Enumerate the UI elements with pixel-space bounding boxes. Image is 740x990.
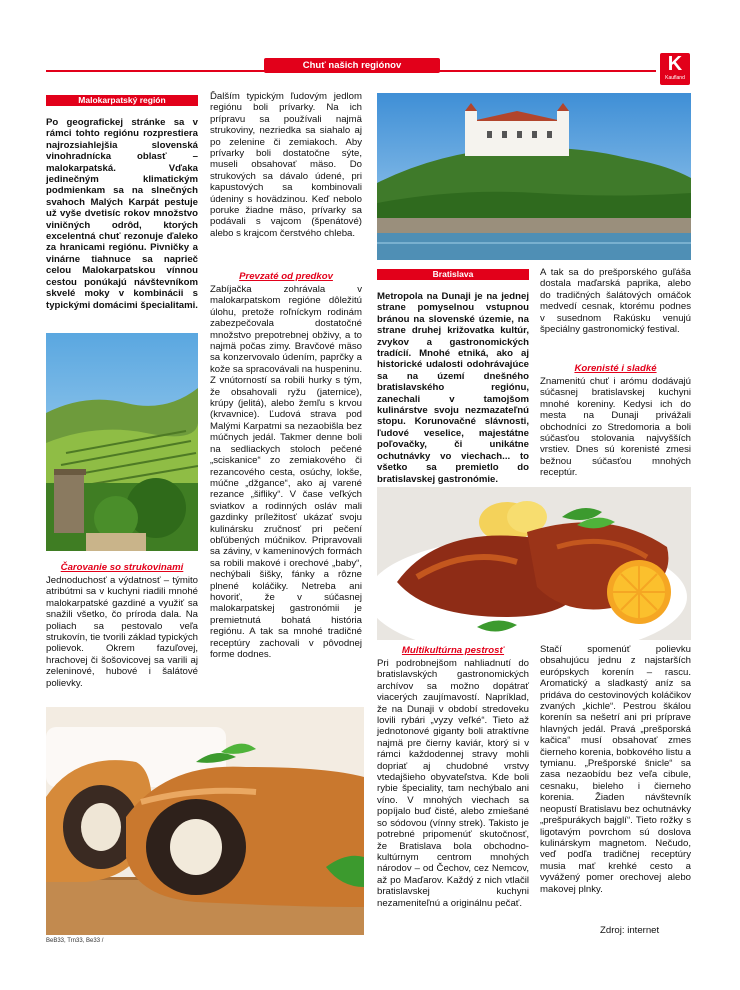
col3-body: Pri podrobnejšom nahliadnutí do bratislavských gastronomických archívov sa možno dopátrať viacerých zaujímavostí. Napríklad, že na Dunaji v období stredoveku lovili rybári „vyzy veľké“. Tieto až jednotonové giganty boli atraktívne najmä pre čierny kaviár, ktorý si v rámci každodennej stravy mohli dopriať aj chudobné vrstvy vtedajšieho obyvateľstva. Kde boli rybie špeciality, tam nechýbalo ani víno. V mnohých viechach sa popíjalo buď čisté, alebo zmiešané so sódovou (vínny strek). Takisto je potrebné pripomenúť skutočnosť, že Bratislava bola obchodno-kultúrnym centrom mnohých národov – od Čechov, cez Nemcov, až po Maďarov. Každý z nich vtlačil bratislavskej kuchyni nezameniteľnú a originálnu pečať. <box>377 658 529 909</box>
logo-name: Kaufland <box>665 75 685 81</box>
col4-body-2: Stačí spomenúť polievku obsahujúcu jednu z najstarších európskych korenín – rascu. Aromatický a sladkastý aníz sa pridáva do cestovinových koláčikov zvaných „kichle“. Pestrou škálou korenín sa nešetrí ani pri príprave hlavných jedál. Pravá „prešporská kačica“ musí obsahovať zmes čierneho korenia, bobkového listu a tymianu. „Prešporské šnicle“ sa zasa nezaobídu bez veľa cibule, cesnaku, bieleho i čierneho korenia. Žiaden návštevník neopustí Bratislavu bez ochutnávky „prešpurákych bajglí“. Tieto rožky s ligotavým povrchom sú doslova kulinárskym magnetom. Nečudo, veď podľa tradičnej receptúry musia mať krehké cesto a vyvážený pomer orechovej alebo makovej plnky. <box>540 644 691 895</box>
section-title: Chuť našich regiónov <box>264 58 440 73</box>
col4-subhead: Korenisté i sladké <box>574 363 657 374</box>
section-label-bratislava: Bratislava <box>377 269 529 280</box>
footer-edition-code: BeB33, Trn33, Be33 / <box>46 938 104 944</box>
col2-top: Ďalším typickým ľudovým jedlom regiónu boli prívarky. Na ich prípravu sa používali najmä strukoviny, nezriedka sa siahalo aj po zelenine či zemiakoch. Aby prívarky boli dostatočne sýte, museli obsahovať mäso. Do strukových sa dávalo údené, pri kapustových sa kombinovali údeniny s hovädzinou. Keď nebolo poruke žiadne mäso, prívarky sa podávali s vajcom (špenátové) alebo s krajcom čerstvého chleba. <box>210 91 362 239</box>
section-label-malokarpatsky: Malokarpatský región <box>46 95 198 106</box>
kaufland-logo <box>660 53 690 85</box>
strudel-photo <box>46 707 364 935</box>
bratislava-castle-photo <box>377 93 691 260</box>
col1-subhead: Čarovanie so strukovinami <box>60 562 184 573</box>
roast-duck-photo <box>377 487 691 640</box>
col3-subhead: Multikultúrna pestrosť <box>401 645 505 656</box>
col2-subhead: Prevzaté od predkov <box>239 271 333 282</box>
col1-intro: Po geografickej stránke sa v rámci tohto regiónu rozprestiera najrozsiahlejšia slovenská vinohradnícka oblasť – malokarpatská. Vďaka jedinečným klimatickým podmienkam sa na slnečných svahoch Malých Karpát pestuje už vyše dvetisíc rokov množstvo viničných odrôd, ktorých excelentná chuť rezonuje ďaleko za hranicami regiónu. Pivničky a vinárne tiahnuce sa naprieč celou Malokarpatskou vínnou cestou ponúkajú návštevníkom skvelé moky v kombinácii s typickými domácimi špecialitami. <box>46 117 198 311</box>
col2-body: Zabíjačka zohrávala v malokarpatskom regióne dôležitú úlohu, pretože roľníckym rodinám zabezpečovala dostatočné množstvo prepotrebnej obživy, a to najmä počas zimy. Bravčové mäso sa konzervovalo údením, paprčky a kože sa spracovávali na huspeninu. Z vnútorností sa robili hurky s tým, že obsahovali ryžu (jaternice), krúpy (jelitá), alebo žemľu s krvou (krvavnice). Ľudová strava pod Malými Karpatmi sa nezaobišla bez múčnych jedál. Takmer denne boli na sedliackych stoloch pečené „sciskanice“ zo zemiakového či rezancového cesta, osúchy, lokše, múčne „džgance“, ako aj varené rezance „šifliky“. V čase veľkých sviatkov a rodinných osláv mali gazdinky príležitosť ukázať svoju kulinársku zručnosť pri pečení obľúbených múčnikov. Pripravovali sa záviny, v kameninových formách sa robili makové i orechové „baby“, nechýbali šišky, fánky a rôzne plnené koláčiky. Netreba ani hovoriť, že v súčasnej malokarpatskej gastronómii je premietnutá bohatá história regiónu. A tak sa mnohé tradičné receptúry zachovali v pôvodnej forme dodnes. <box>210 284 362 660</box>
col3-intro: Metropola na Dunaji je na jednej strane pomyselnou vstupnou bránou na slovenské územie, na strane druhej križovatka kultúr, zvykov a gastronomických tradícií. Mnohé etniká, ako aj historické udalosti odohrávajúce sa na území dnešného bratislavského regiónu, zanechali v tamojšom kulinárstve svoju nezmazateľnú stopu. Korunovačné slávnosti, ľudové veselice, majestátne poľovačky, či unikátne ochutnávky vo viechach... to všetko sa premietlo do bratislavskej gastronómie. <box>377 291 529 485</box>
vineyard-photo <box>46 333 198 551</box>
col1-body: Jednoduchosť a výdatnosť – týmito atribútmi sa v kuchyni riadili mnohé malokarpatské gazdiné a využiť sa snažili všetko, čo príroda dala. Na poliach sa pestovalo veľa strukovín, tie tvorili základ typických polievok. Okrem fazuľovej, hrachovej či šošovicovej sa varili aj zeleninové, hubové i šalátové polievky. <box>46 575 198 689</box>
source-credit: Zdroj: internet <box>600 925 660 936</box>
vineyard-illustration <box>46 333 198 551</box>
castle-illustration <box>377 93 691 260</box>
col4-body-1: Znamenitú chuť i arómu dodávajú súčasnej bratislavskej kuchyni mnohé koreniny. Kedysi ich do mesta na Dunaji privážali obchodníci zo Stredomoria a boli súčasťou stolovania najvyšších vrstiev. Dnes sú korenisté zmesi bežnou súčasťou mnohých receptúr. <box>540 376 691 479</box>
strudel-illustration <box>46 707 364 935</box>
duck-illustration <box>377 487 691 640</box>
col4-top: A tak sa do prešporského guľáša dostala maďarská paprika, alebo do tradičných šalátových omáčok medvedí cesnak, ktorému podnes v susednom Rakúsku venujú špeciálny gastronomický festival. <box>540 267 691 336</box>
logo-letter: K <box>667 53 683 75</box>
